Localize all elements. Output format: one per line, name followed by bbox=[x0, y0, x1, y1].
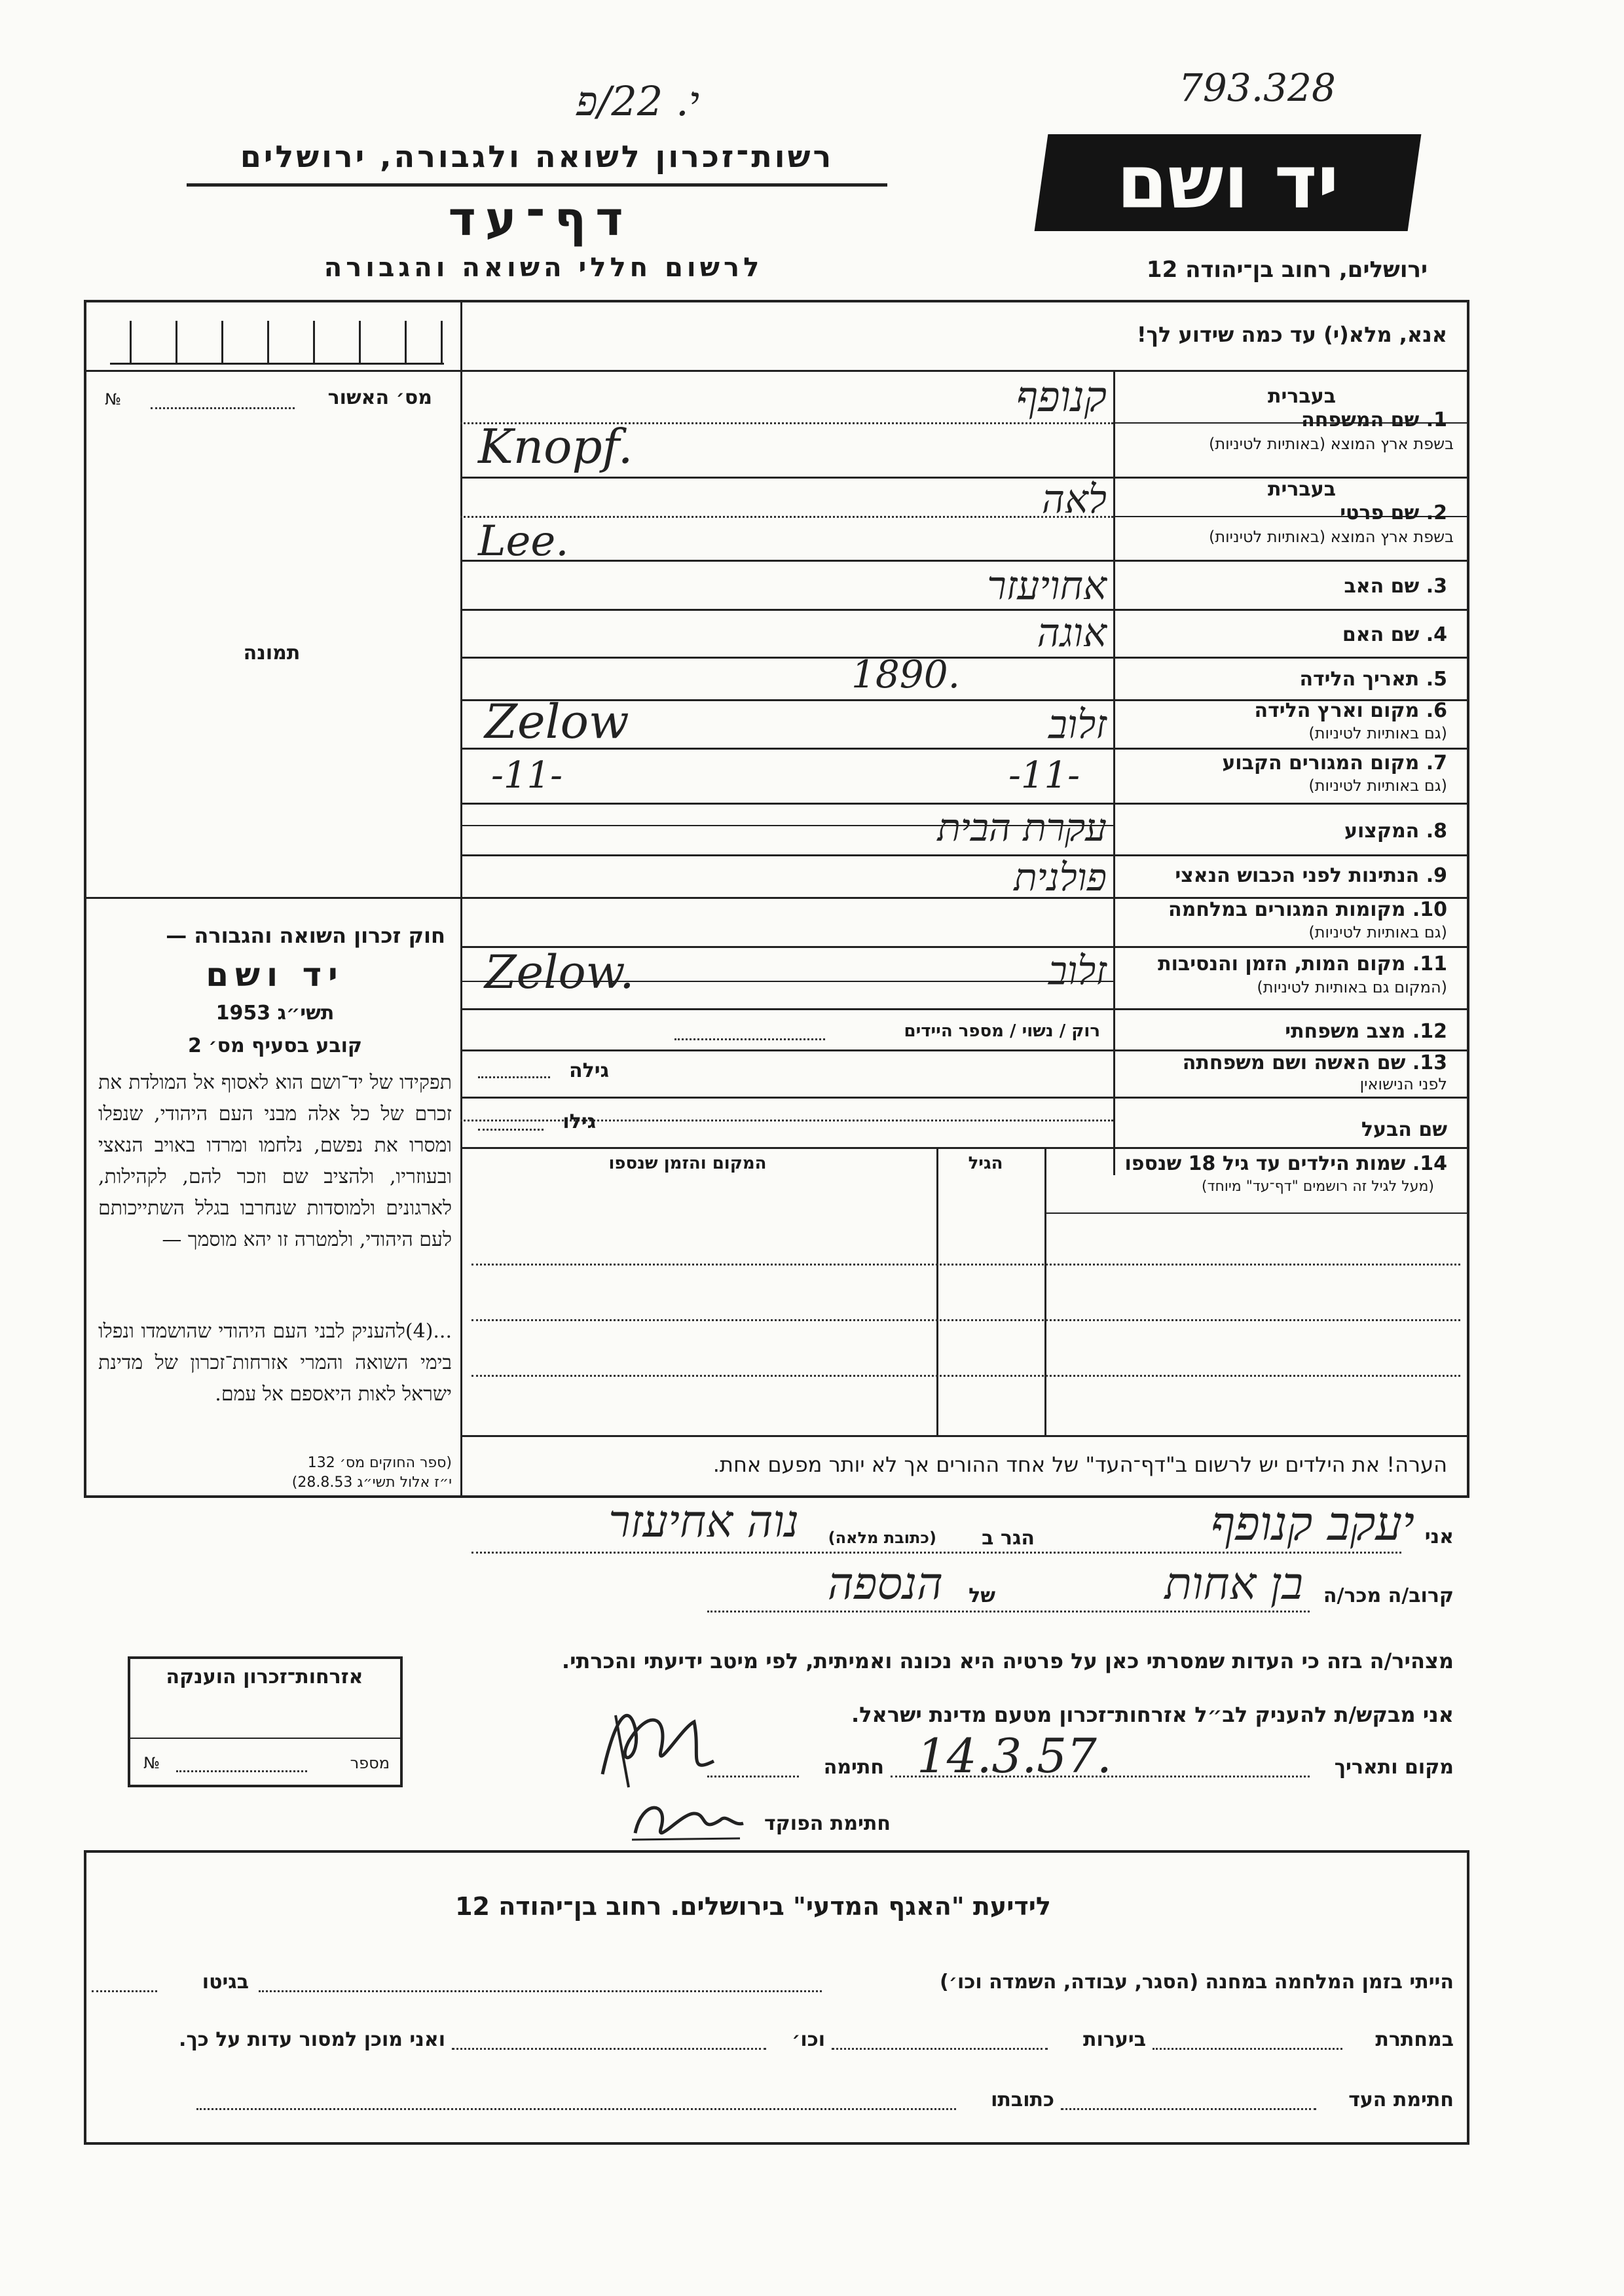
mother-name-value[interactable]: אוגה bbox=[1037, 610, 1107, 656]
field-13-label: 13. שם האשה ושם משפחתה bbox=[1182, 1051, 1447, 1074]
authority-line: רשות־זכרון לשואה ולגבורה, ירושלים bbox=[240, 139, 834, 174]
husband-age-label: גילו bbox=[563, 1110, 596, 1133]
children-col-divider-1 bbox=[1044, 1147, 1046, 1435]
footer-forests-field[interactable] bbox=[832, 2048, 1048, 2050]
declarant-name-value[interactable]: יעקב קנופף bbox=[1210, 1496, 1414, 1551]
children-header-line bbox=[1044, 1212, 1469, 1214]
family-name-latin[interactable]: Knopf. bbox=[478, 419, 633, 474]
field-7-label: 7. מקום המגורים הקבוע bbox=[1222, 752, 1447, 774]
citizenship-box bbox=[128, 1656, 403, 1787]
citizenship-number-label: מספר bbox=[350, 1754, 390, 1772]
footer-underground-label: במחתרת bbox=[1375, 2028, 1454, 2051]
photo-area-bottom bbox=[84, 897, 461, 899]
children-row-3[interactable] bbox=[471, 1375, 1460, 1377]
field-9-label: 9. הנתינות לפני הכבוש הנאצי bbox=[1175, 864, 1447, 887]
residence-hebrew[interactable]: -11- bbox=[1008, 754, 1080, 797]
approval-row-line bbox=[84, 370, 461, 372]
footer-address-field[interactable] bbox=[196, 2108, 956, 2110]
field-11-note: (המקום גם באותיות לטיניות) bbox=[1257, 978, 1447, 996]
residence-latin[interactable]: -11- bbox=[491, 754, 563, 797]
approval-no-label: № bbox=[105, 390, 121, 409]
field-1-label: 1. שם המשפחה bbox=[1301, 409, 1447, 431]
official-signature-label: חתימת הפוקד bbox=[764, 1812, 891, 1835]
footer-camp-field[interactable] bbox=[259, 1990, 822, 1992]
in-hebrew-label-1: בעברית bbox=[1268, 385, 1336, 408]
footer-underground-field[interactable] bbox=[1153, 2048, 1342, 2050]
shel-label: של bbox=[969, 1584, 995, 1607]
intro-row-line bbox=[460, 370, 1469, 372]
declaration-text: מצהיר/ה בזה כי העדות שמסרתי כאן על פרטיה היא נכונה ואמיתית, לפי מיטב ידיעתי והכרתי. bbox=[561, 1649, 1454, 1673]
footer-forests-label: ביערות bbox=[1083, 2028, 1146, 2051]
children-note: הערה! את הילדים יש לרשום ב"דף־העד" של אחד ההורים אך לא יותר מפעם אחת. bbox=[712, 1452, 1447, 1477]
place-date-label: מקום ותאריך bbox=[1334, 1756, 1454, 1779]
field-10-note: (גם באותיות לטיניות) bbox=[1308, 923, 1447, 941]
left-column-divider bbox=[460, 300, 462, 1498]
intro-text: אנא, מלא(י) עד כמה שידוע לך! bbox=[1136, 322, 1447, 347]
children-col-divider-2 bbox=[936, 1147, 938, 1435]
gar-b-label: הגר ב bbox=[982, 1527, 1035, 1550]
field-14-label: 14. שמות הילדים עד גיל 18 שנספו bbox=[1124, 1152, 1447, 1175]
field-7-note: (גם באותיות לטיניות) bbox=[1308, 776, 1447, 795]
row-2-bottom bbox=[460, 560, 1469, 562]
law-clause: ...(4)להעניק לבני העם היהודי שהושמדו ונפלו בימי השואה והמרי אזרחות־זכרון של מדינת ישראל לאות היאספם אל עמם. bbox=[98, 1320, 452, 1406]
field-12-label: 12. מצב משפחתי bbox=[1285, 1020, 1447, 1043]
wife-age-field[interactable] bbox=[478, 1076, 550, 1078]
row-7-bottom bbox=[460, 803, 1469, 805]
citizenship-title: אזרחות־זכרון הוענקה bbox=[166, 1666, 363, 1688]
row-13a-bottom bbox=[460, 1097, 1469, 1099]
footer-etc-field[interactable] bbox=[452, 2048, 766, 2050]
law-name: יד ושם bbox=[206, 956, 344, 994]
field-11-label: 11. מקום המות, הזמן והנסיבות bbox=[1158, 953, 1447, 975]
birth-place-hebrew[interactable]: זלוב bbox=[1048, 702, 1107, 748]
death-place-hebrew[interactable]: זלוב bbox=[1048, 948, 1107, 994]
footer-ghetto-label: בגיטו bbox=[202, 1971, 249, 1994]
law-ref-2: י״ז אלול תשי״ג 28.8.53) bbox=[291, 1474, 452, 1491]
row-11-bottom bbox=[460, 1008, 1469, 1010]
law-ref-1: (ספר החוקים מס׳ 132 bbox=[307, 1455, 452, 1471]
address-line: ירושלים, רחוב בן־יהודה 12 bbox=[1146, 257, 1428, 283]
signature-label: חתימה bbox=[823, 1756, 884, 1779]
footer-address-label: כתובתו bbox=[991, 2088, 1054, 2111]
children-table-bottom bbox=[460, 1435, 1469, 1437]
children-row-2[interactable] bbox=[471, 1319, 1460, 1321]
form-subtitle: לרשום חללי השואה והגבורה bbox=[323, 253, 764, 283]
photo-label: תמונה bbox=[243, 642, 301, 665]
relation-value[interactable]: בן אחות bbox=[1164, 1558, 1303, 1610]
husband-label: שם הבעל bbox=[1361, 1118, 1447, 1141]
col-age-header: הגיל bbox=[968, 1154, 1003, 1173]
footer-ready-text: ואני מוכן למסור עדות על כך. bbox=[179, 2028, 445, 2051]
address-note-label: (כתובת מלאה) bbox=[828, 1529, 936, 1547]
declarant-name-line[interactable] bbox=[471, 1552, 1401, 1554]
row-4-bottom bbox=[460, 657, 1469, 659]
approval-digit-boxes[interactable] bbox=[110, 321, 444, 365]
footer-ghetto-field[interactable] bbox=[92, 1990, 157, 1992]
husband-age-field[interactable] bbox=[478, 1129, 544, 1131]
birth-place-latin[interactable]: Zelow bbox=[485, 694, 629, 749]
field-3-label: 3. שם האב bbox=[1344, 575, 1447, 598]
official-signature bbox=[629, 1787, 747, 1853]
handwritten-file-code: י. 22/פ bbox=[576, 77, 699, 125]
yad-vashem-logo bbox=[1035, 134, 1422, 231]
children-row-1[interactable] bbox=[471, 1264, 1460, 1266]
citizenship-no-label: № bbox=[143, 1754, 160, 1772]
in-hebrew-label-2: בעברית bbox=[1268, 478, 1336, 501]
field-10-label: 10. מקומות המגורים במלחמה bbox=[1168, 898, 1447, 921]
children-count-field[interactable] bbox=[674, 1038, 825, 1040]
marital-options[interactable]: רוק / נשוי / מספר היידים bbox=[904, 1021, 1100, 1041]
footer-camp-label: הייתי בזמן המלחמה במחנה (הסגר, עבודה, השמדה וכו׳) bbox=[940, 1971, 1454, 1994]
row-13b-bottom bbox=[460, 1147, 1469, 1149]
field-14-note: (מעל לגיל זה רושמים "דף־עד" מיוחד) bbox=[1201, 1178, 1434, 1195]
field-13-note: לפני הנישואין bbox=[1359, 1075, 1447, 1093]
footer-witness-signature-field[interactable] bbox=[1061, 2108, 1316, 2110]
law-text: תפקידו של יד־ושם הוא לאסוף אל המולדת את זכרם של כל אלה מבני העם היהודי, שנפלו ומסרו את נפשם, נלחמו ומרדו באויב הנאצי ובעוזריו, ולהציב שם וזכר להם, לקהילות, לארגונים ולמוסדות שנחרבו בגלל השתייכותם לעם היהודי, ולמטרה זו יהא מוסמך — bbox=[98, 1071, 452, 1251]
approval-number-field[interactable] bbox=[151, 407, 295, 409]
wife-age-label: גילה bbox=[569, 1059, 609, 1082]
family-name-hebrew[interactable]: קנופף bbox=[1016, 373, 1107, 422]
col-place-header: המקום והזמן שנספו bbox=[608, 1154, 767, 1173]
first-name-hebrew[interactable]: לאה bbox=[1041, 477, 1107, 522]
field-6-label: 6. מקום וארץ הלידה bbox=[1254, 699, 1447, 722]
field-8-label: 8. המקצוע bbox=[1344, 820, 1447, 843]
occupation-value[interactable]: עקרת הבית bbox=[937, 805, 1107, 850]
approval-label: מס׳ האשור bbox=[327, 386, 432, 409]
ani-label: אני bbox=[1424, 1525, 1454, 1548]
relative-label: קרוב/ה מכר/ה bbox=[1323, 1584, 1454, 1607]
field-4-label: 4. שם האם bbox=[1342, 623, 1447, 646]
death-place-latin[interactable]: Zelow. bbox=[485, 945, 635, 999]
of-value[interactable]: הנספה bbox=[827, 1558, 943, 1610]
in-latin-label-2: בשפת ארץ המוצא (באותיות לטיניות) bbox=[1209, 528, 1454, 546]
law-title: חוק זכרון השואה והגבורה — bbox=[166, 923, 445, 948]
law-year: תשי״ג 1953 bbox=[215, 1002, 335, 1025]
nationality-value[interactable]: פולנית bbox=[1014, 855, 1107, 900]
handwritten-record-number: 793.328 bbox=[1179, 65, 1336, 110]
field-2-label: 2. שם פרטי bbox=[1340, 501, 1447, 524]
birth-date-value[interactable]: 1890. bbox=[851, 652, 961, 697]
in-latin-label-1: בשפת ארץ המוצא (באותיות לטיניות) bbox=[1209, 435, 1454, 453]
form-title: דף־עד bbox=[448, 191, 633, 246]
father-name-value[interactable]: אחויעזר bbox=[987, 563, 1107, 609]
relation-line[interactable] bbox=[707, 1611, 1310, 1613]
authority-underline bbox=[187, 183, 887, 187]
field-6-note: (גם באותיות לטיניות) bbox=[1308, 724, 1447, 742]
declarant-signature bbox=[589, 1689, 733, 1794]
first-name-latin[interactable]: Lee. bbox=[478, 517, 569, 566]
logo-text: יד ושם bbox=[1116, 140, 1339, 225]
law-section: קובע בסעיף מס׳ 2 bbox=[187, 1034, 363, 1057]
label-column-divider bbox=[1113, 370, 1115, 1175]
footer-etc-label: וכו׳ bbox=[792, 2028, 825, 2051]
footer-witness-signature-label: חתימת העד bbox=[1348, 2088, 1454, 2111]
date-value[interactable]: 14.3.57. bbox=[917, 1728, 1112, 1783]
field-5-label: 5. תאריך הלידה bbox=[1299, 668, 1447, 691]
declarant-address-value[interactable]: נוה אחיעזר bbox=[608, 1496, 799, 1548]
request-text: אני מבקש/ת להעניק לב״ל אזרחות־זכרון מטעם מדינת ישראל. bbox=[851, 1702, 1454, 1727]
footer-title: לידיעת "האגף המדעי" בירושלים. רחוב בן־יהודה 12 bbox=[455, 1892, 1051, 1921]
